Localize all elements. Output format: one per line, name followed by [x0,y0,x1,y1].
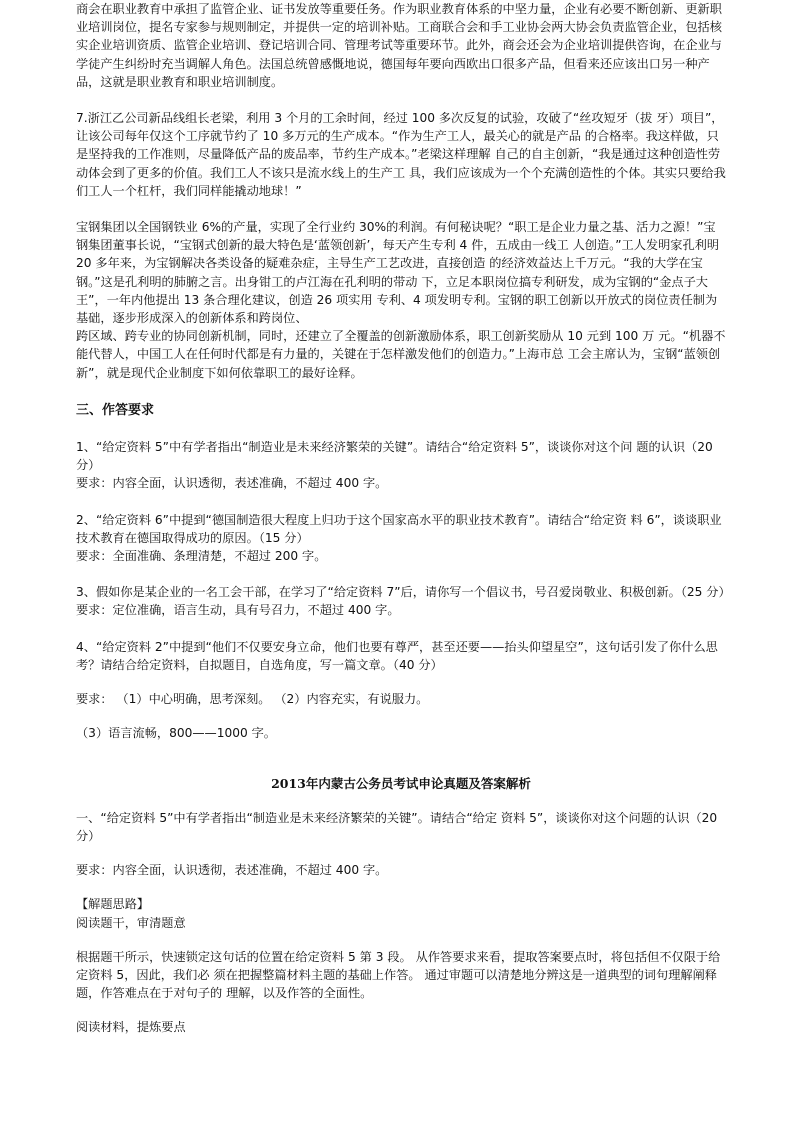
material-paragraph-baosteel: 宝钢集团以全国钢铁业 6%的产量，实现了全行业约 30%的利润。有何秘诀呢？“职工是企业力量之基、活力之源！”宝钢集团董事长说，“宝钢式创新的最大特色是‘蓝领创新’，每天产生专利 4 件，五成由一线工 人创造。”工人发明家孔利明 20 多年来，为宝钢解决各类设备的疑难杂症，主导生产工艺改进，直接创造 的经济效益达上千万元。“我的大学在宝钢。”这是孔利明的肺腑之言。出身钳工的卢江海在孔利明的带动 下，立足本职岗位搞专利研发，成为宝钢的“金点子大王”，一年内他提出 13 条合理化建议，创造 26 项实用 专利、4 项发明专利。宝钢的职工创新以开放式的岗位责任制为基础，逐步形成深入的创新体系和跨岗位、 [76,220,720,326]
analysis-question-1-requirement: 要求：内容全面，认识透彻，表述准确，不超过 400 字。 [76,863,388,878]
question-3: 3、假如你是某企业的一名工会干部，在学习了“给定资料 7”后，请你写一个倡议书，号召爱岗敬业、积极创新。（25 分） [76,585,731,600]
analysis-paragraph: 根据题干所示，快速锁定这句话的位置在给定资料 5 第 3 段。 从作答要求来看，提取答案要点时，将包括但不仅限于给定资料 5，因此，我们必 须在把握整篇材料主题的基础上作答。 通过审题可以清楚地分辨这是一道典型的词句理解阐释题，作答难点在于对句子的 理解，以及作答的全面性。 [76,949,721,1001]
analysis-step-2: 阅读材料，提炼要点 [76,1020,186,1035]
analysis-step-1: 阅读题干，审清题意 [76,915,186,930]
question-4-requirement-3: （3）语言流畅，800——1000 字。 [76,726,276,741]
question-2: 2、“给定资料 6”中提到“德国制造很大程度上归功于这个国家高水平的职业技术教育”。请结合“给定资 料 6”，谈谈职业技术教育在德国取得成功的原因。（15 分） [76,512,722,545]
question-4: 4、“给定资料 2”中提到“他们不仅要安身立命，他们也要有尊严，甚至还要——抬头仰望星空”，这句话引发了你什么思考？请结合给定资料，自拟题目，自选角度，写一篇文章。（40 分） [76,639,718,672]
analysis-title: 2013年内蒙古公务员考试申论真题及答案解析 [271,775,531,791]
analysis-question-1: 一、“给定资料 5”中有学者指出“制造业是未来经济繁荣的关键”。请结合“给定 资料 5”，谈谈你对这个问题的认识（20 分） [76,810,718,843]
question-3-requirement: 要求：定位准确，语言生动，具有号召力，不超过 400 字。 [76,603,400,618]
question-2-requirement: 要求：全面准确、条理清楚，不超过 200 字。 [76,549,327,564]
section-heading-requirements: 三、作答要求 [76,402,155,418]
material-paragraph-baosteel-cont: 跨区域、跨专业的协同创新机制，同时，还建立了全覆盖的创新激励体系，职工创新奖励从 10 元到 100 万 元。“机器不能代替人，中国工人在任何时代都是有力量的，关键在于怎样激发他们的创造力。”上海市总 工会主席认为，宝钢“蓝领创新”，就是现代企业制度下如何依靠职工的最好诠释。 [76,329,726,380]
material-paragraph-7: 7.浙江乙公司新品线组长老梁，利用 3 个月的工余时间，经过 100 多次反复的试验，攻破了“丝攻短牙（拔 牙）项目”，让该公司每年仅这个工序就节约了 10 多万元的生产成本。“作为生产工人，最关心的就是产品 的合格率。我这样做，只是坚持我的工作准则，尽量降低产品的废品率，节约生产成本。”老梁这样理解 自己的自主创新，“我是通过这种创造性劳动体会到了更多的价值。我们工人不该只是流水线上的生产工 具，我们应该成为一个个充满创造性的个体。其实只要给我们工人一个杠杆，我们同样能撬动地球！” [76,111,726,198]
document-page [76,0,731,1037]
question-1-requirement: 要求：内容全面，认识透彻，表述准确，不超过 400 字。 [76,476,388,491]
material-paragraph-chamber: 商会在职业教育中承担了监管企业、证书发放等重要任务。作为职业教育体系的中坚力量，企业有必要不断创新、更新职业培训岗位，提名专家参与规则制定，并提供一定的培训补贴。工商联合会和手工业协会两大协会负责监管企业，包括核实企业培训资质、监管企业培训、登记培训合同、管理考试等重要环节。此外，商会还会为企业培训提供咨询，在企业与学徒产生纠纷时充当调解人角色。法国总统曾感慨地说，德国每年要向西欧出口很多产品，但看来还应该出口另一种产品，这就是职业教育和职业培训制度。 [76,2,722,89]
question-1: 1、“给定资料 5”中有学者指出“制造业是未来经济繁荣的关键”。请结合“给定资料 5”，谈谈你对这个问 题的认识（20 分） [76,440,713,473]
analysis-tips-heading: 【解题思路】 [76,897,150,912]
question-4-requirement: 要求： （1）中心明确，思考深刻。 （2）内容充实，有说服力。 [76,692,429,707]
